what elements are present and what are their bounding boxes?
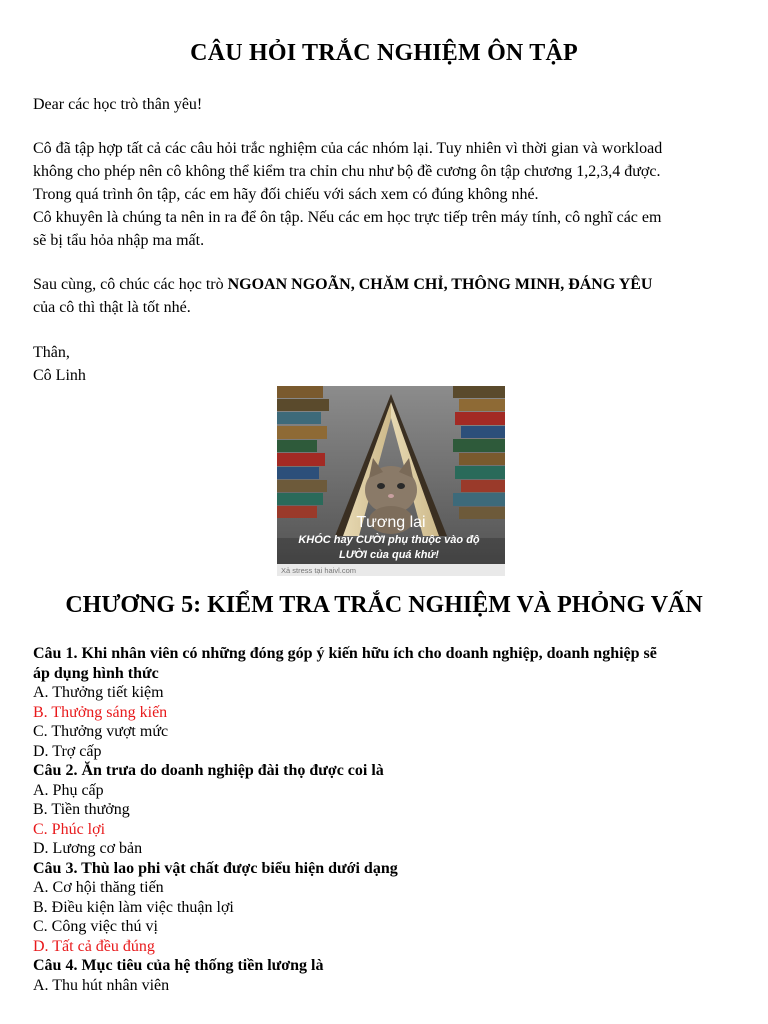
q2-option-c-correct: C. Phúc lợi (33, 820, 106, 838)
question-list (33, 644, 745, 995)
closing-prefix: Sau cùng, cô chúc các học trò (33, 276, 228, 293)
chapter-title: CHƯƠNG 5: KIỂM TRA TRẮC NGHIỆM VÀ PHỎNG VẤN (65, 592, 703, 618)
q3-option-a: A. Cơ hội thăng tiến (33, 879, 164, 896)
intro-line: không cho phép nên cô không thể kiểm tra chỉn chu như bộ đề cương ôn tập chương 1,2,3,4 được. (33, 163, 661, 180)
q3-option-b: B. Điều kiện làm việc thuận lợi (33, 898, 234, 916)
q4-option-a: A. Thu hút nhân viên (33, 976, 170, 994)
closing-line: của cô thì thật là tốt nhé. (33, 299, 191, 316)
question-2-text: Câu 2. Ăn trưa do doanh nghiệp đài thọ được coi là (33, 762, 384, 779)
q3-option-c: C. Công việc thú vị (33, 918, 158, 935)
books-cat-illustration (277, 386, 505, 576)
q1-option-c: C. Thưởng vượt mức (33, 723, 169, 740)
closing-line (33, 273, 745, 296)
greeting: Dear các học trò thân yêu! (33, 96, 203, 113)
q1-option-d: D. Trợ cấp (33, 742, 102, 760)
intro-line: Cô khuyên là chúng ta nên in ra để ôn tập. Nếu các em học trực tiếp trên máy tính, cô nghĩ các em (33, 209, 662, 226)
question-1-text-cont: áp dụng hình thức (33, 664, 159, 682)
intro-line: Cô đã tập hợp tất cả các câu hỏi trắc nghiệm của các nhóm lại. Tuy nhiên vì thời gian và workload (33, 140, 663, 157)
signature: Cô Linh (33, 367, 86, 384)
caption-line-1: KHÓC hay CƯỜI phụ thuộc vào độ (298, 534, 480, 546)
intro-line: Trong quá trình ôn tập, các em hãy đối chiếu với sách xem có đúng không nhé. (33, 186, 539, 203)
question-1-text: Câu 1. Khi nhân viên có những đóng góp ý kiến hữu ích cho doanh nghiệp, doanh nghiệp sẽ (33, 645, 657, 662)
intro-paragraph (33, 137, 745, 252)
q2-option-d: D. Lương cơ bản (33, 840, 143, 857)
image-credit: Xả stress tại haivl.com (281, 566, 357, 575)
caption-title: Tương lai (356, 514, 426, 531)
closing-emphasis: NGOAN NGOÃN, CHĂM CHỈ, THÔNG MINH, ĐÁNG YÊU (227, 276, 653, 293)
signoff: Thân, (33, 344, 70, 361)
q2-option-a: A. Phụ cấp (33, 781, 104, 799)
intro-line: sẽ bị tẩu hỏa nhập ma mất. (33, 232, 205, 249)
q2-option-b: B. Tiền thưởng (33, 801, 130, 818)
q1-option-b-correct: B. Thưởng sáng kiến (33, 703, 168, 721)
question-4-text: Câu 4. Mục tiêu của hệ thống tiền lương là (33, 957, 324, 974)
page-title: CÂU HỎI TRẮC NGHIỆM ÔN TẬP (190, 40, 578, 66)
closing-paragraph (33, 273, 745, 319)
caption-line-2: LƯỜI của quá khứ! (339, 549, 439, 561)
meme-image (277, 386, 505, 576)
question-3-text: Câu 3. Thù lao phi vật chất được biểu hiện dưới dạng (33, 859, 398, 877)
q1-option-a: A. Thưởng tiết kiệm (33, 684, 164, 701)
q3-option-d-correct: D. Tất cả đều đúng (33, 937, 155, 955)
